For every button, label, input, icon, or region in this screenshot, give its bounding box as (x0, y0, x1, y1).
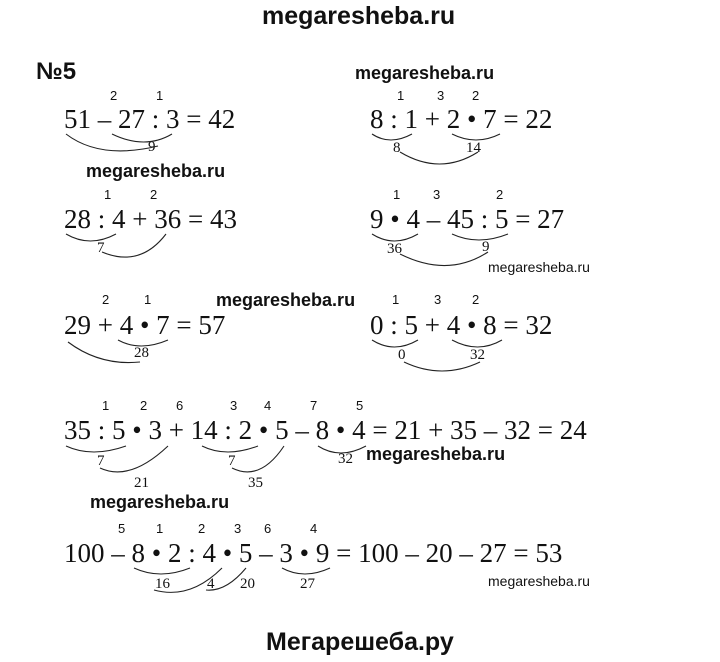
arc (372, 134, 412, 140)
order-number: 4 (264, 398, 272, 413)
intermediate-result: 9 (482, 239, 490, 255)
order-number: 5 (118, 521, 126, 536)
arc (400, 152, 478, 164)
arc (400, 252, 488, 266)
watermark: megaresheba.ru (355, 63, 495, 83)
order-number: 7 (310, 398, 318, 413)
watermark: megaresheba.ru (90, 492, 230, 512)
order-number: 2 (150, 187, 158, 202)
expression-2: 8 : 1 + 2 • 7 = 22 (370, 104, 553, 134)
intermediate-result: 16 (155, 576, 170, 592)
expression-4: 9 • 4 – 45 : 5 = 27 (370, 204, 565, 234)
intermediate-result: 14 (466, 140, 481, 156)
arc (452, 134, 500, 140)
footer-watermark: Мегарешеба.ру (266, 628, 454, 656)
expression-3: 28 : 4 + 36 = 43 (64, 204, 237, 234)
order-number: 1 (392, 292, 400, 307)
intermediate-result: 9 (148, 139, 156, 155)
arc (68, 342, 140, 363)
problem-number: №5 (36, 58, 77, 85)
expression-6: 0 : 5 + 4 • 8 = 32 (370, 310, 553, 340)
header-watermark: megaresheba.ru (262, 2, 456, 30)
arc (404, 362, 480, 371)
order-number: 2 (472, 88, 480, 103)
order-number: 2 (198, 521, 206, 536)
order-number: 4 (310, 521, 318, 536)
arc (118, 340, 168, 346)
order-number: 2 (140, 398, 148, 413)
order-number: 1 (393, 187, 401, 202)
intermediate-result: 27 (300, 576, 315, 592)
order-number: 1 (104, 187, 112, 202)
expression-5: 29 + 4 • 7 = 57 (64, 310, 226, 340)
order-number: 2 (110, 88, 118, 103)
order-number: 3 (433, 187, 441, 202)
order-number: 1 (156, 88, 164, 103)
intermediate-result: 21 (134, 475, 149, 491)
expression-8: 100 – 8 • 2 : 4 • 5 – 3 • 9 = 100 – 20 – 27 = 53 (64, 538, 563, 568)
order-number: 5 (356, 398, 364, 413)
arc (202, 446, 258, 452)
order-number: 1 (156, 521, 164, 536)
watermark: megaresheba.ru (488, 573, 590, 589)
arc (102, 234, 166, 257)
order-number: 2 (472, 292, 480, 307)
order-number: 1 (102, 398, 110, 413)
expression-7: 35 : 5 • 3 + 14 : 2 • 5 – 8 • 4 = 21 + 35 – 32 = 24 (64, 415, 587, 445)
order-number: 2 (496, 187, 504, 202)
order-number: 3 (437, 88, 445, 103)
order-number: 3 (434, 292, 442, 307)
intermediate-result: 20 (240, 576, 255, 592)
arc (372, 234, 418, 241)
watermark: megaresheba.ru (488, 259, 590, 275)
intermediate-result: 7 (228, 453, 236, 469)
arc (282, 568, 330, 574)
intermediate-result: 7 (97, 240, 105, 256)
watermark: megaresheba.ru (216, 290, 356, 310)
arc (134, 568, 190, 574)
watermark: megaresheba.ru (366, 444, 506, 464)
arc (232, 446, 284, 472)
order-number: 1 (144, 292, 152, 307)
intermediate-result: 35 (248, 475, 263, 491)
arc (372, 340, 418, 347)
intermediate-result: 8 (393, 140, 401, 156)
order-number: 3 (230, 398, 238, 413)
intermediate-result: 36 (387, 241, 402, 257)
arc (66, 234, 116, 241)
order-number: 1 (397, 88, 405, 103)
intermediate-result: 32 (338, 451, 353, 467)
order-number: 3 (234, 521, 242, 536)
intermediate-result: 28 (134, 345, 149, 361)
arc (318, 446, 366, 453)
intermediate-result: 0 (398, 347, 406, 363)
order-number: 6 (176, 398, 184, 413)
intermediate-result: 4 (207, 576, 215, 592)
arc (452, 234, 508, 240)
arc (154, 568, 222, 592)
arc (206, 568, 246, 590)
order-number: 2 (102, 292, 110, 307)
intermediate-result: 32 (470, 347, 485, 363)
expression-1: 51 – 27 : 3 = 42 (64, 104, 236, 134)
intermediate-result: 7 (97, 453, 105, 469)
arc (452, 340, 502, 347)
arc (66, 446, 126, 452)
watermark: megaresheba.ru (86, 161, 226, 181)
arc (112, 134, 172, 142)
order-number: 6 (264, 521, 272, 536)
